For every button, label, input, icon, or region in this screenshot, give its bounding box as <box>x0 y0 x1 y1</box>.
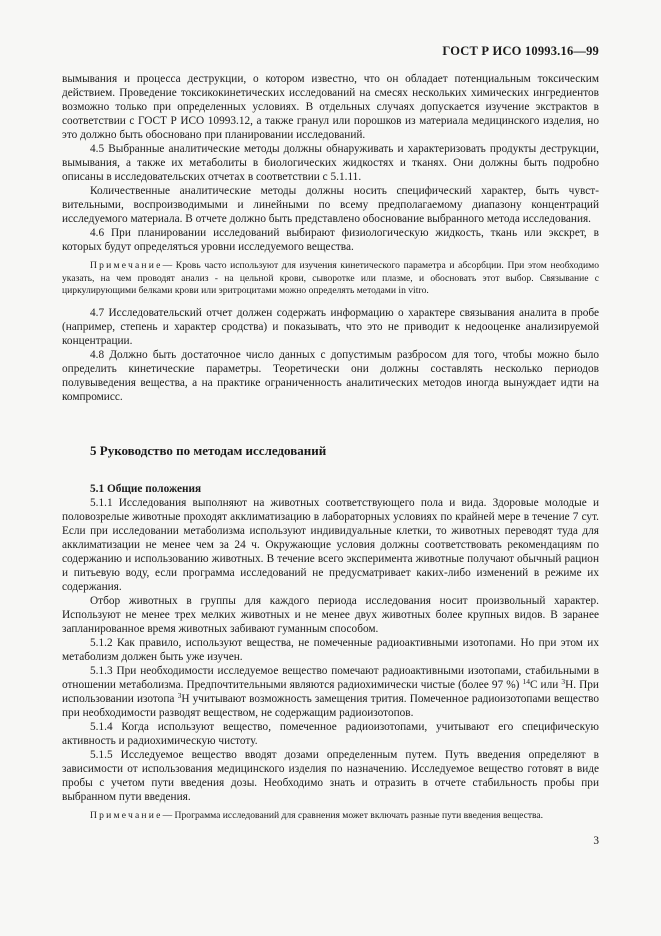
paragraph: вымывания и процесса деструкции, о котором известно, что он обладает потенциальным токсическим действием. Проведение токсикокинетических исследований на смесях нескольких химических ингредиентов возможно только при определенных условиях. В отдельных случаях допускается изучение экстрактов в соответствии с ГОСТ Р ИСО 10993.12, а также гранул или порошков из материала медицинского изделия, но это должно быть обосновано при планировании исследований. <box>62 73 599 141</box>
superscript: 3 <box>177 690 182 700</box>
note-text: — Программа исследований для сравнения может включать разные пути введения вещества. <box>162 809 544 821</box>
paragraph-5-1-2: 5.1.2 Как правило, используют вещества, не помеченные радиоактивными изотопами. Но при этом их метаболизм должен быть уже изучен. <box>62 636 599 663</box>
text-segment: Н учитывают возможность замещения трития. Помеченное радиоизотопами вещество при необходимости разводят веществом, не содержащим радиоизотопов. <box>62 692 599 719</box>
note <box>62 810 599 823</box>
paragraph: Отбор животных в группы для каждого периода исследования носит произвольный характер. Используют не менее трех мелких животных и не менее двух животных более крупных видов. В заранее запланированное время животных забивают гуманным способом. <box>62 594 599 635</box>
page-number: 3 <box>593 835 599 847</box>
page-content <box>62 72 599 830</box>
note-label: Примечание <box>90 260 163 271</box>
paragraph-5-1-5: 5.1.5 Исследуемое вещество вводят дозами определенным путем. Путь введения определяют в зависимости от использования медицинского изделия по назначению. Исследуемое вещество готовят в виде пробы с учетом пути введения дозы. Необходимо знать и отразить в отчете стабильность пробы при выбранном пути введения. <box>62 748 599 803</box>
note-label: Примечание <box>90 809 163 821</box>
document-code-header: ГОСТ Р ИСО 10993.16—99 <box>442 44 599 58</box>
paragraph-4-6: 4.6 При планировании исследований выбирают физиологическую жидкость, ткань или экскрет, в которых будут определяться уровни исследуемого вещества. <box>62 227 599 253</box>
paragraph-5-1-1: 5.1.1 Исследования выполняют на животных соответствующего пола и вида. Здоровые молодые и половозрелые животные проходят акклиматизацию в лабораторных условиях по крайней мере в течение 7 сут. Если при исследовании метаболизма используют индивидуальные клетки, то животных переводят туда для акклиматизации не менее чем за 24 ч. Окружающие условия должны соответствовать рекомендациям по содержанию и использованию животных. В течение всего эксперимента животные получают обычный рацион и питьевую воду, если программа исследований не предусматривает каких-либо изменений в режиме их содержания. <box>62 496 599 593</box>
text-segment: 5.1.3 При необходимости исследуемое вещество помечают радиоактивными изотопами, стабильными в отношении метаболизма. Предпочтительными являются радиохимически чистые (более 97 %) <box>62 664 599 691</box>
paragraph-5-1-3 <box>62 664 599 720</box>
note <box>62 260 599 298</box>
text-segment: Н. При использовании изотопа <box>62 678 599 705</box>
paragraph-5-1-4: 5.1.4 Когда используют вещество, помеченное радиоизотопами, учитывают его специфическую активность и радиохимическую чистоту. <box>62 720 599 747</box>
note-text: — Кровь часто используют для изучения кинетического параметра и абсорбции. При этом необходимо указать, на чем проводят анализ - на цельной крови, сыворотке или плазме, и обосновать этот выбор. Связывание с циркулирующими белками крови или эритроцитами можно определять методами in vitro. <box>62 260 599 297</box>
superscript: 14 <box>522 676 530 686</box>
paragraph-4-7: 4.7 Исследовательский отчет должен содержать информацию о характере связывания аналита в пробе (например, степень и характер сродства) и показывать, что это не приводит к недооценке анализируемой концентрации. <box>62 306 599 347</box>
paragraph: Количественные аналитические методы должны носить специфический характер, быть чувствительными, воспроизводимыми и линейными по всему предполагаемому диапазону концентраций исследуемого материала. В отчете должно быть представлено обоснование выбранного метода исследования. <box>62 185 599 225</box>
text-segment: С или <box>529 678 562 691</box>
superscript: 3 <box>561 676 566 686</box>
section-heading: 5 Руководство по методам исследований <box>90 442 327 458</box>
paragraph-4-8: 4.8 Должно быть достаточное число данных с допустимым разбросом для того, чтобы можно было определить кинетические параметры. Теоретически они должны составлять несколько периодов полувыведения вещества, а на практике ограниченность аналитических методов иногда вынуждает идти на компромисс. <box>62 348 599 403</box>
paragraph-4-5: 4.5 Выбранные аналитические методы должны обнаруживать и характеризовать продукты деструкции, вымывания, а также их метаболиты в биологических жидкостях и тканях. Они должны быть подробно описаны в исследовательских отчетах в соответствии с 5.1.11. <box>62 143 599 183</box>
subsection-heading: 5.1 Общие положения <box>90 482 202 495</box>
